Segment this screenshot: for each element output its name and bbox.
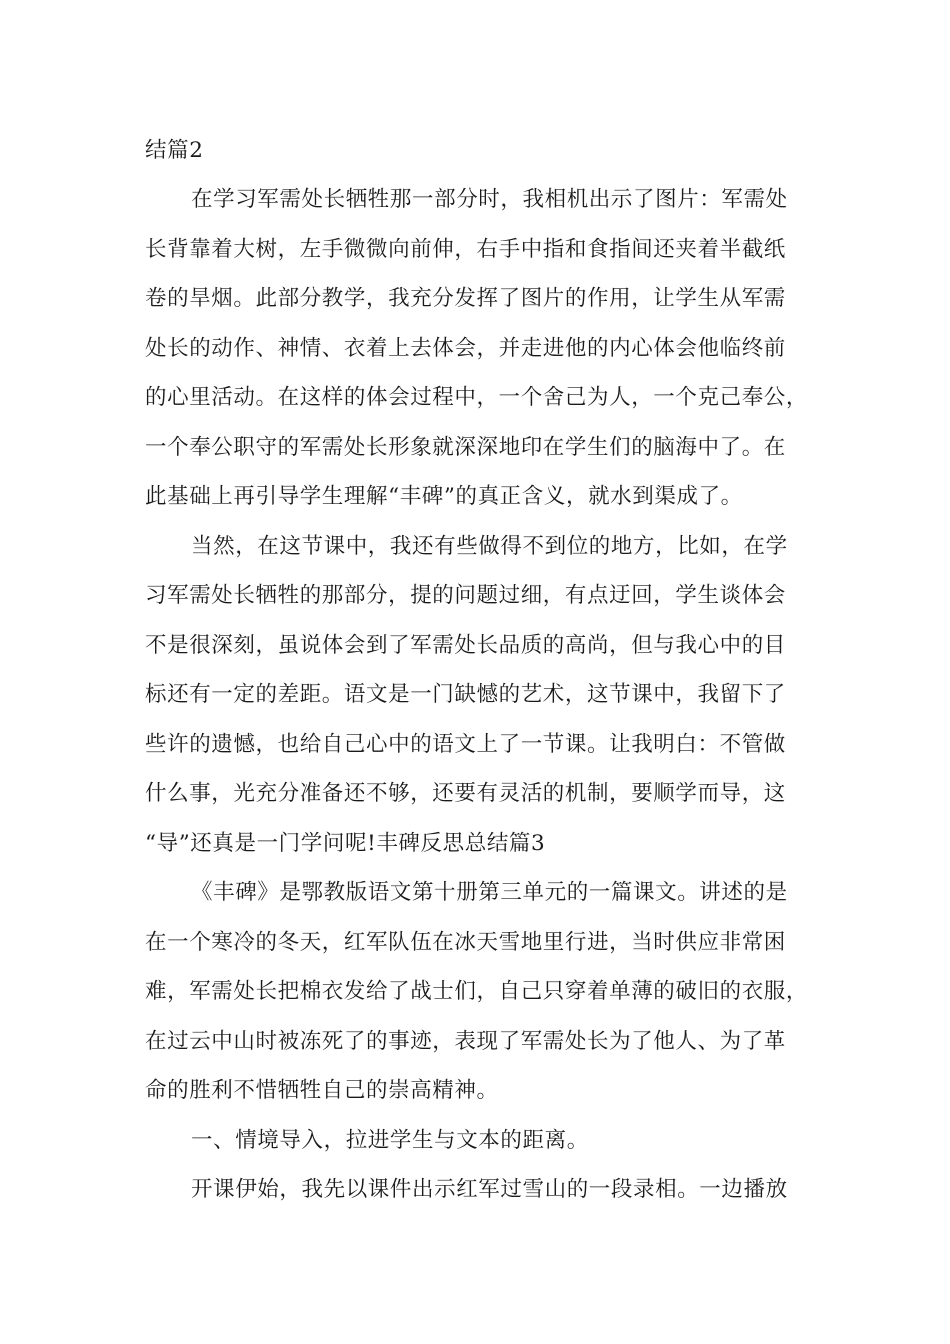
text-line: 在过云中山时被冻死了的事迹，表现了军需处长为了他人、为了革 — [145, 1029, 786, 1054]
text-line: 结篇2 — [145, 138, 204, 163]
text-line: 此基础上再引导学生理解“丰碑”的真正含义，就水到渠成了。 — [145, 484, 743, 509]
text-line: 些许的遗憾，也给自己心中的语文上了一节课。让我明白：不管做 — [145, 732, 786, 757]
text-line: 标还有一定的差距。语文是一门缺憾的艺术，这节课中，我留下了 — [145, 682, 786, 707]
text-line: 的心里活动。在这样的体会过程中，一个舍己为人，一个克己奉公， — [145, 385, 809, 410]
text-line: 一个奉公职守的军需处长形象就深深地印在学生们的脑海中了。在 — [145, 435, 786, 460]
text-line: 开课伊始，我先以课件出示红军过雪山的一段录相。一边播放 — [191, 1177, 788, 1202]
text-line: 什么事，光充分准备还不够，还要有灵活的机制，要顺学而导，这 — [145, 781, 786, 806]
text-line: 一、情境导入，拉进学生与文本的距离。 — [191, 1128, 589, 1153]
text-line: 在学习军需处长牺牲那一部分时，我相机出示了图片：军需处 — [191, 187, 788, 212]
text-line: “导”还真是一门学问呢!丰碑反思总结篇3 — [145, 831, 546, 856]
text-line: 当然，在这节课中，我还有些做得不到位的地方，比如，在学 — [191, 534, 788, 559]
text-line: 卷的旱烟。此部分教学，我充分发挥了图片的作用，让学生从军需 — [145, 286, 786, 311]
text-line: 习军需处长牺牲的那部分，提的问题过细，有点迂回，学生谈体会 — [145, 583, 786, 608]
text-line: 在一个寒冷的冬天，红军队伍在冰天雪地里行进，当时供应非常困 — [145, 930, 786, 955]
text-line: 《丰碑》是鄂教版语文第十册第三单元的一篇课文。讲述的是 — [191, 880, 788, 905]
text-line: 难，军需处长把棉衣发给了战士们，自己只穿着单薄的破旧的衣服， — [145, 979, 809, 1004]
text-line: 长背靠着大树，左手微微向前伸，右手中指和食指间还夹着半截纸 — [145, 237, 786, 262]
text-line: 不是很深刻，虽说体会到了军需处长品质的高尚，但与我心中的目 — [145, 633, 786, 658]
text-line: 处长的动作、神情、衣着上去体会，并走进他的内心体会他临终前 — [145, 336, 786, 361]
text-line: 命的胜利不惜牺牲自己的崇高精神。 — [145, 1078, 499, 1103]
